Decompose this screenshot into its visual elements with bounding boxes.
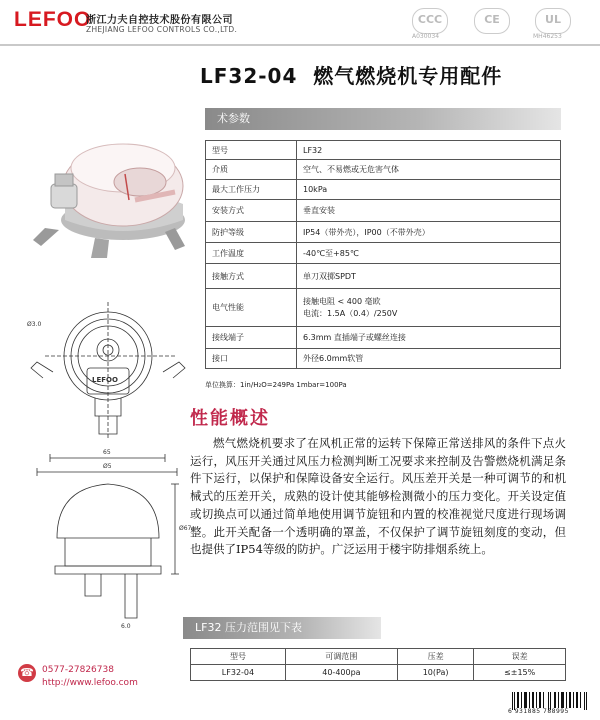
param-key: 安装方式 bbox=[206, 200, 297, 222]
contact-info bbox=[42, 664, 138, 690]
table-row bbox=[206, 243, 561, 264]
barcode-number: 6 931885 788995 bbox=[508, 708, 569, 715]
table-row bbox=[206, 349, 561, 369]
param-key: 最大工作压力 bbox=[206, 180, 297, 200]
table-row bbox=[206, 264, 561, 289]
params-section-bar: 术参数 bbox=[205, 108, 561, 130]
company-logo: LEFOO bbox=[14, 8, 92, 31]
param-key: 接触方式 bbox=[206, 264, 297, 289]
table-cell: 10(Pa) bbox=[397, 665, 473, 681]
param-value: 6.3mm 直插端子或螺丝连接 bbox=[297, 327, 561, 349]
param-key: 接线端子 bbox=[206, 327, 297, 349]
param-value: 10kPa bbox=[297, 180, 561, 200]
unit-note: 单位换算：1in/H₂O=249Pa 1mbar=100Pa bbox=[205, 381, 347, 389]
param-key: 电气性能 bbox=[206, 289, 297, 327]
ce-cert-icon: CE bbox=[474, 8, 510, 34]
contact-web[interactable]: http://www.lefoo.com bbox=[42, 678, 138, 688]
dim-label: 6.0 bbox=[121, 623, 131, 630]
column-header: 型号 bbox=[191, 649, 286, 665]
table-row bbox=[206, 141, 561, 160]
param-key: 接口 bbox=[206, 349, 297, 369]
param-value: 单刀双掷SPDT bbox=[297, 264, 561, 289]
param-key: 介质 bbox=[206, 160, 297, 180]
drawing-logo: LEFOO bbox=[92, 376, 118, 384]
technical-drawing bbox=[25, 298, 190, 633]
param-value: 空气、不易燃或无危害气体 bbox=[297, 160, 561, 180]
ccc-cert-icon: CCC bbox=[412, 8, 448, 34]
table-row bbox=[206, 160, 561, 180]
dim-label: 65 bbox=[103, 449, 111, 456]
table-row bbox=[206, 200, 561, 222]
cert-code: MH46253 bbox=[533, 33, 562, 40]
param-value: LF32 bbox=[297, 141, 561, 160]
phone-icon: ☎ bbox=[18, 664, 36, 682]
param-value bbox=[297, 289, 561, 327]
table-row bbox=[191, 665, 566, 681]
param-key: 防护等级 bbox=[206, 222, 297, 243]
company-name-cn: 浙江力夫自控技术股份有限公司 bbox=[86, 15, 233, 26]
ul-cert-icon: UL bbox=[535, 8, 571, 34]
table-row bbox=[206, 222, 561, 243]
performance-text: 燃气燃烧机要求了在风机正常的运转下保障正常送排风的条件下点火运行，风压开关通过风压力检测判断工况要求来控制及告警燃烧机满足条件下运行，以保护和保障设备安全运行。风压差开关是一种可调节的和机械式的压差开关，成熟的设计使其能够检测微小的压力变化。开关设定值或切换点可以通过简单地使用调节旋钮和内置的校准视觉尺度进行现场调整。此开关配备一个透明确的罩盖，不仅保护了调节旋钮刻度的变动，但也提供了IP54等级的防护。广泛运用于楼宇防排烟系统上。 bbox=[190, 436, 566, 557]
page-title: LF32-04 燃气燃烧机专用配件 bbox=[200, 64, 503, 88]
column-header: 可调范围 bbox=[285, 649, 397, 665]
dim-label: Ø5 bbox=[103, 463, 112, 470]
param-value: 垂直安装 bbox=[297, 200, 561, 222]
table-cell: LF32-04 bbox=[191, 665, 286, 681]
performance-title: 性能概述 bbox=[190, 408, 270, 429]
table-row bbox=[206, 180, 561, 200]
company-name-en: ZHEJIANG LEFOO CONTROLS CO.,LTD. bbox=[86, 25, 238, 34]
table-header-row bbox=[191, 649, 566, 665]
product-photo bbox=[25, 108, 190, 258]
column-header: 压差 bbox=[397, 649, 473, 665]
table-row bbox=[206, 327, 561, 349]
range-table bbox=[190, 648, 566, 681]
dim-label: Ø3.0 bbox=[27, 321, 42, 328]
params-table bbox=[205, 140, 561, 369]
column-header: 误差 bbox=[474, 649, 566, 665]
table-cell: 40-400pa bbox=[285, 665, 397, 681]
param-value: IP54（带外壳），IP00（不带外壳） bbox=[297, 222, 561, 243]
param-key: 型号 bbox=[206, 141, 297, 160]
electrical-line: 接触电阻 < 400 毫欧 bbox=[303, 296, 381, 306]
electrical-line: 电流：1.5A（0.4）/250V bbox=[303, 308, 398, 318]
table-cell: ≤±15% bbox=[474, 665, 566, 681]
table-row bbox=[206, 289, 561, 327]
param-value: -40℃至+85℃ bbox=[297, 243, 561, 264]
dim-label: Ø67 bbox=[179, 525, 192, 532]
param-value: 外径6.0mm软管 bbox=[297, 349, 561, 369]
cert-code: A030034 bbox=[412, 33, 440, 40]
contact-phone: 0577-27826738 bbox=[42, 665, 114, 675]
param-key: 工作温度 bbox=[206, 243, 297, 264]
header-divider bbox=[0, 44, 600, 46]
range-section-bar: LF32 压力范围见下表 bbox=[183, 617, 381, 639]
